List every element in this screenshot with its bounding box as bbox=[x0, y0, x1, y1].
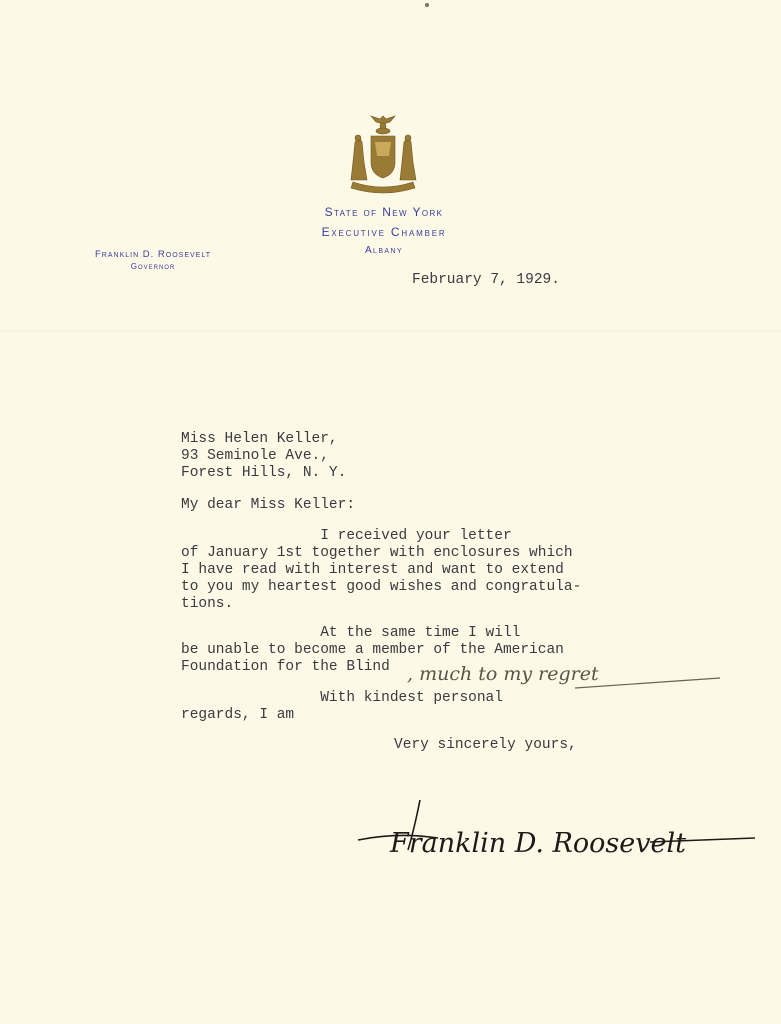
paper-fold-line bbox=[0, 330, 781, 332]
recipient-address bbox=[181, 431, 346, 482]
letterhead-city: Albany bbox=[364, 245, 404, 256]
body-paragraph-2: At the same time I will be unable to become a member of the American Foundation for the Blind bbox=[181, 625, 564, 675]
body-paragraph-3: With kindest personal regards, I am bbox=[181, 690, 503, 723]
closing-line: Very sincerely yours, bbox=[394, 737, 577, 753]
letterhead-state: State of New York bbox=[324, 205, 444, 219]
recipient-city: Forest Hills, N. Y. bbox=[181, 465, 347, 481]
handwritten-signature bbox=[350, 790, 760, 880]
recipient-name: Miss Helen Keller, bbox=[181, 431, 338, 447]
letterhead-sender-name: Franklin D. Roosevelt bbox=[95, 249, 211, 260]
letterhead-chamber: Executive Chamber bbox=[321, 225, 447, 239]
letterhead-sender-title: Governor bbox=[130, 262, 176, 271]
svg-text:, much to my regret: , much to my regret bbox=[407, 663, 599, 685]
new-york-state-seal-icon bbox=[343, 112, 423, 194]
salutation: My dear Miss Keller: bbox=[181, 497, 356, 513]
svg-text:Franklin D. Roosevelt: Franklin D. Roosevelt bbox=[390, 828, 686, 859]
letter-date: February 7, 1929. bbox=[412, 272, 560, 288]
recipient-street: 93 Seminole Ave., bbox=[181, 448, 329, 464]
paper-speck bbox=[425, 3, 429, 7]
body-paragraph-1: I received your letter of January 1st together with enclosures which I have read with interest and want to extend to you my heartest good wishes and congratula- tions. bbox=[181, 528, 582, 612]
